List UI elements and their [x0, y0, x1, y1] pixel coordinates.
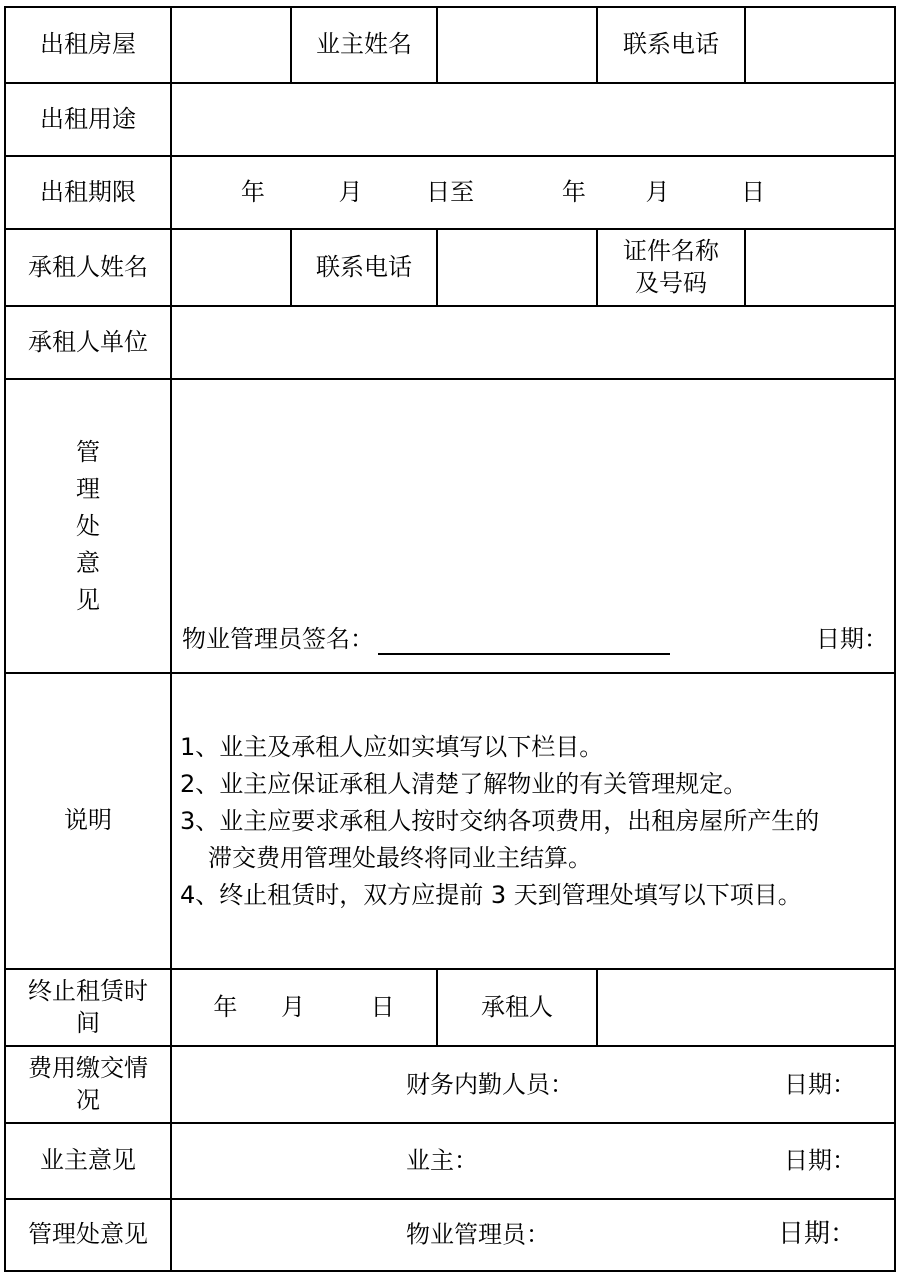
label-manager-signature: 物业管理员签名：: [182, 625, 374, 653]
field-tenant-name[interactable]: [171, 229, 291, 306]
field-owner-name[interactable]: [437, 7, 597, 83]
period-year-2: 年: [561, 177, 586, 206]
field-tenant-phone[interactable]: [437, 229, 597, 306]
period-day-2: 日: [741, 177, 766, 206]
row-fee-payment: [5, 1046, 895, 1123]
label-termination-line-2: 间: [76, 1008, 100, 1037]
label-termination-time: [5, 969, 171, 1046]
field-id-number[interactable]: [745, 229, 895, 306]
row-management-opinion: [5, 379, 895, 673]
label-owner-phone: 联系电话: [597, 7, 745, 83]
label-owner-name: 业主姓名: [291, 7, 437, 83]
row-period: [5, 156, 895, 229]
note-item: 2、业主应保证承租人清楚了解物业的有关管理规定。: [180, 769, 748, 798]
field-termination-date[interactable]: [171, 969, 437, 1046]
label-rental-house: 出租房屋: [5, 7, 171, 83]
label-char: 见: [76, 585, 100, 614]
row-management-final: [5, 1199, 895, 1271]
signature-line[interactable]: [378, 627, 670, 655]
label-tenant-phone: 联系电话: [291, 229, 437, 306]
label-fee-line-1: 费用缴交情: [28, 1054, 148, 1083]
note-item: 3、业主应要求承租人按时交纳各项费用，出租房屋所产生的: [180, 806, 820, 835]
field-rental-purpose[interactable]: [171, 83, 895, 156]
label-owner-date: 日期：: [784, 1146, 856, 1175]
label-rental-purpose: 出租用途: [5, 83, 171, 156]
label-fee-payment: [5, 1046, 171, 1123]
field-rental-house[interactable]: [171, 7, 291, 83]
field-rental-period[interactable]: [171, 156, 895, 229]
label-char: 管: [76, 437, 100, 466]
period-month-1: 月: [338, 177, 363, 206]
field-termination-tenant[interactable]: [597, 969, 895, 1046]
label-finance-staff: 财务内勤人员：: [406, 1069, 574, 1098]
period-day-to: 日至: [426, 177, 475, 206]
label-management-final: 管理处意见: [5, 1199, 171, 1271]
field-management-final[interactable]: [171, 1199, 895, 1271]
termination-year: 年: [213, 992, 238, 1021]
period-month-2: 月: [645, 177, 670, 206]
field-tenant-unit[interactable]: [171, 306, 895, 379]
field-owner-phone[interactable]: [745, 7, 895, 83]
label-char: 处: [76, 511, 100, 540]
label-management-date: 日期：: [777, 1219, 856, 1250]
row-termination: [5, 969, 895, 1046]
label-fee-line-2: 况: [76, 1085, 100, 1114]
label-fee-date: 日期：: [784, 1069, 856, 1098]
label-termination-tenant: 承租人: [437, 969, 597, 1046]
label-char: 理: [76, 474, 100, 503]
note-item: 4、终止租赁时，双方应提前 3 天到管理处填写以下项目。: [180, 880, 802, 909]
label-tenant-name: 承租人姓名: [5, 229, 171, 306]
row-notes: [5, 673, 895, 969]
termination-month: 月: [281, 992, 305, 1021]
row-house: [5, 7, 895, 83]
label-id-line-2: 及号码: [635, 268, 707, 297]
note-item: 1、业主及承租人应如实填写以下栏目。: [180, 732, 604, 761]
label-termination-line-1: 终止租赁时: [28, 977, 148, 1006]
field-management-opinion[interactable]: [171, 379, 895, 673]
label-tenant-unit: 承租人单位: [5, 306, 171, 379]
label-notes: 说明: [5, 673, 171, 969]
termination-day: 日: [370, 992, 395, 1021]
field-owner-opinion[interactable]: [171, 1123, 895, 1199]
row-owner-opinion: [5, 1123, 895, 1199]
row-tenant: [5, 229, 895, 306]
label-management-opinion: [5, 379, 171, 673]
label-id-type-number: [597, 229, 745, 306]
label-rental-period: 出租期限: [5, 156, 171, 229]
label-property-manager: 物业管理员：: [406, 1220, 550, 1249]
label-opinion-date: 日期：: [816, 625, 888, 653]
label-id-line-1: 证件名称: [623, 237, 719, 266]
label-owner-opinion: 业主意见: [5, 1123, 171, 1199]
rental-registration-form: [4, 6, 896, 1272]
label-char: 意: [76, 548, 100, 577]
row-tenant-unit: [5, 306, 895, 379]
signature-block: [182, 624, 670, 655]
notes-content: [171, 673, 895, 969]
field-fee-payment[interactable]: [171, 1046, 895, 1123]
row-purpose: [5, 83, 895, 156]
note-item-continued: 滞交费用管理处最终将同业主结算。: [208, 843, 592, 872]
period-year-1: 年: [240, 177, 265, 206]
label-owner-sign: 业主：: [406, 1146, 478, 1175]
